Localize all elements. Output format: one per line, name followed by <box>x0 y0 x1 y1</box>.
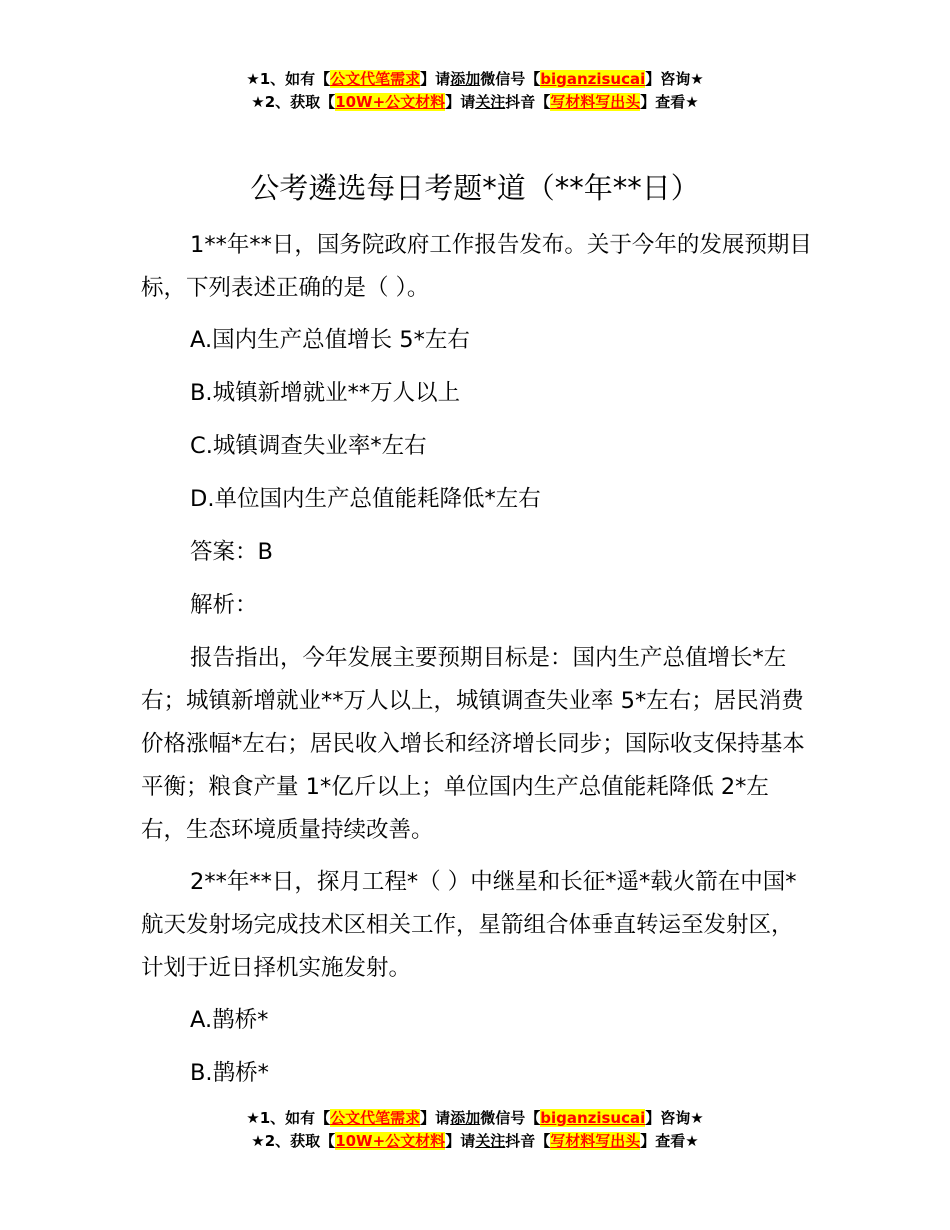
question-1-options <box>141 319 813 637</box>
footer-banner-line-1: ★1、如有【公文代笔需求】请添加微信号【biganzisucai】咨询★ <box>246 1109 704 1127</box>
question-2-stem: 2**年**日，探月工程*（ ）中继星和长征*遥*载火箭在中国*航天发射场完成技术区相关工作，星箭组合体垂直转运至发射区，计划于近日择机实施发射。 <box>141 869 797 981</box>
footer-highlight-douyin: 写材料写出头 <box>550 1132 641 1150</box>
question-1-option-c: C.城镇调查失业率*左右 <box>190 433 427 459</box>
footer-highlight-service: 公文代笔需求 <box>330 1109 421 1127</box>
banner-highlight-service: 公文代笔需求 <box>330 70 421 88</box>
question-1-option-b: B.城镇新增就业**万人以上 <box>190 380 461 406</box>
banner-highlight-douyin: 写材料写出头 <box>550 93 641 111</box>
footer-banner <box>0 1107 950 1153</box>
banner-line-2: ★2、获取【10W+公文材料】请关注抖音【写材料写出头】查看★ <box>251 93 699 111</box>
question-1-analysis-label: 解析： <box>190 592 258 618</box>
question-2-option-b: B.鹊桥* <box>190 1060 269 1086</box>
question-1-option-a: A.国内生产总值增长 5*左右 <box>190 327 470 353</box>
question-2-option-a: A.鹊桥* <box>190 1007 269 1033</box>
document-body <box>141 224 813 1105</box>
question-1-option-d: D.单位国内生产总值能耗降低*左右 <box>190 486 541 512</box>
footer-highlight-materials: 10W+公文材料 <box>335 1132 446 1150</box>
footer-banner-line-2: ★2、获取【10W+公文材料】请关注抖音【写材料写出头】查看★ <box>251 1132 699 1150</box>
banner-highlight-materials: 10W+公文材料 <box>335 93 446 111</box>
footer-highlight-wechat: biganzisucai <box>540 1109 646 1127</box>
question-1-stem: 1**年**日，国务院政府工作报告发布。关于今年的发展预期目标，下列表述正确的是（ ）。 <box>141 232 812 301</box>
question-1-answer: 答案：B <box>190 539 273 565</box>
question-1-analysis: 报告指出，今年发展主要预期目标是：国内生产总值增长*左右；城镇新增就业**万人以上，城镇调查失业率 5*左右；居民消费价格涨幅*左右；居民收入增长和经济增长同步；国际收支保持基本平衡；粮食产量 1*亿斤以上；单位国内生产总值能耗降低 2*左右，生态环境质量持续改善。 <box>141 645 805 843</box>
question-2-options <box>141 999 813 1105</box>
document-title: 公考遴选每日考题*道（**年**日） <box>250 171 700 205</box>
banner-line-1: ★1、如有【公文代笔需求】请添加微信号【biganzisucai】咨询★ <box>246 70 704 88</box>
banner-highlight-wechat: biganzisucai <box>540 70 646 88</box>
header-banner <box>0 68 950 114</box>
